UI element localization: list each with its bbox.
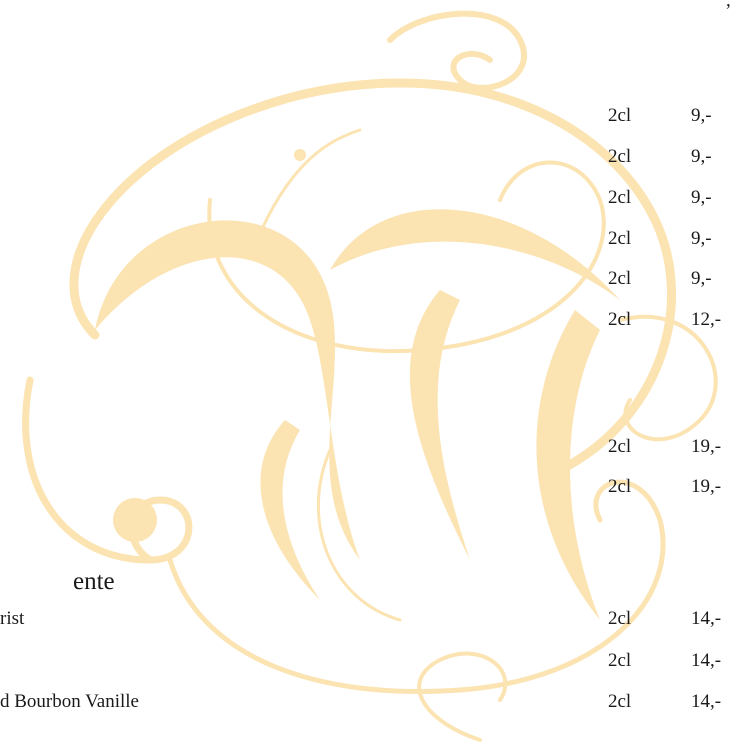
row-size: 2cl [608,187,632,208]
row-size: 2cl [608,650,632,671]
row-price: 12,- [691,309,722,330]
cross-stroke [255,130,360,245]
top-swirl [390,14,524,88]
swirl-dot [294,149,306,161]
row-price: 9,- [691,187,712,208]
row-price: 14,- [691,608,722,629]
row-name: d Bourbon Vanille [0,691,139,712]
row-price: 9,- [691,146,712,167]
row-price: 9,- [691,228,712,249]
letter-stroke-middle [410,290,470,560]
row-price: 19,- [691,476,722,497]
curl-dot [113,498,157,542]
lower-loop [170,482,663,691]
outer-flourish [74,83,672,470]
row-size: 2cl [608,476,632,497]
top-text-fragment: , [726,0,731,11]
letter-stroke-right [536,310,600,620]
row-size: 2cl [608,146,632,167]
row-price: 14,- [691,650,722,671]
row-size: 2cl [608,691,632,712]
row-name: rist [0,608,25,629]
row-size: 2cl [608,268,632,289]
left-curl [26,380,189,560]
row-price: 9,- [691,268,712,289]
row-price: 19,- [691,436,722,457]
row-size: 2cl [608,436,632,457]
row-size: 2cl [608,608,632,629]
row-price: 14,- [691,691,722,712]
section-heading: ente [73,568,115,595]
row-size: 2cl [608,105,632,126]
row-size: 2cl [608,309,632,330]
row-size: 2cl [608,228,632,249]
letter-stroke-small [260,420,320,600]
row-price: 9,- [691,105,712,126]
bottom-swirl [419,654,505,740]
